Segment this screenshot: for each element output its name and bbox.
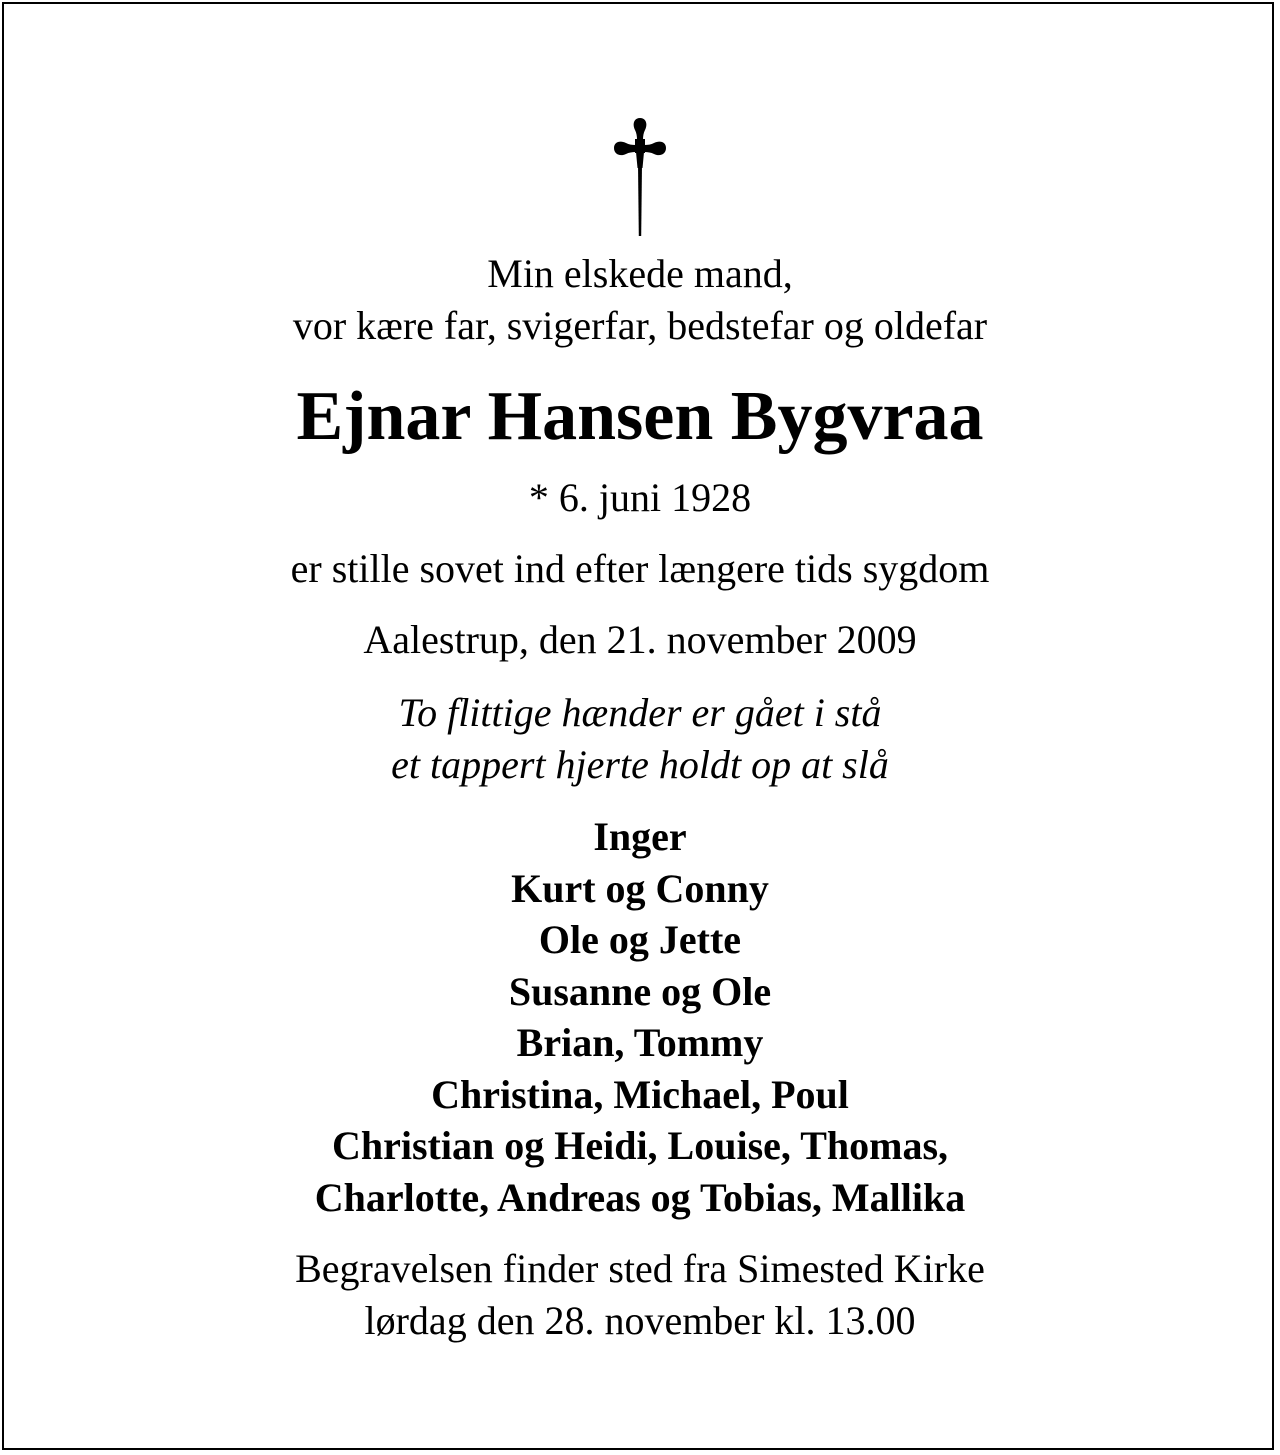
verse [0,687,1280,791]
intro-line: Min elskede mand, [487,251,793,296]
verse-line: To flittige hænder er gået i stå [398,690,882,735]
birth-date: * 6. juni 1928 [528,475,752,520]
intro-text [0,248,1280,352]
intro-line: vor kære far, svigerfar, bedstefar og oldefar [292,303,988,348]
passing-text: er stille sovet ind efter længere tids sygdom [290,546,990,591]
family-line: Ole og Jette [538,917,742,962]
family-line: Brian, Tommy [516,1020,764,1065]
funeral-line: Begravelsen finder sted fra Simested Kirke [295,1246,985,1291]
family-line: Christian og Heidi, Louise, Thomas, [331,1123,949,1168]
funeral-line: lørdag den 28. november kl. 13.00 [364,1298,916,1343]
family-line: Kurt og Conny [511,865,769,911]
verse-line: et tappert hjerte holdt op at slå [391,742,889,787]
cross-icon [608,112,672,240]
family-line: Susanne og Ole [508,968,772,1014]
family-signatures [0,811,1280,1223]
deceased-name: Ejnar Hansen Bygvraa [296,378,984,455]
family-line: Christina, Michael, Poul [431,1071,849,1117]
funeral-info [0,1243,1280,1347]
family-line: Inger [593,814,687,859]
place-and-date: Aalestrup, den 21. november 2009 [363,617,917,662]
family-line: Charlotte, Andreas og Tobias, Mallika [314,1174,966,1220]
